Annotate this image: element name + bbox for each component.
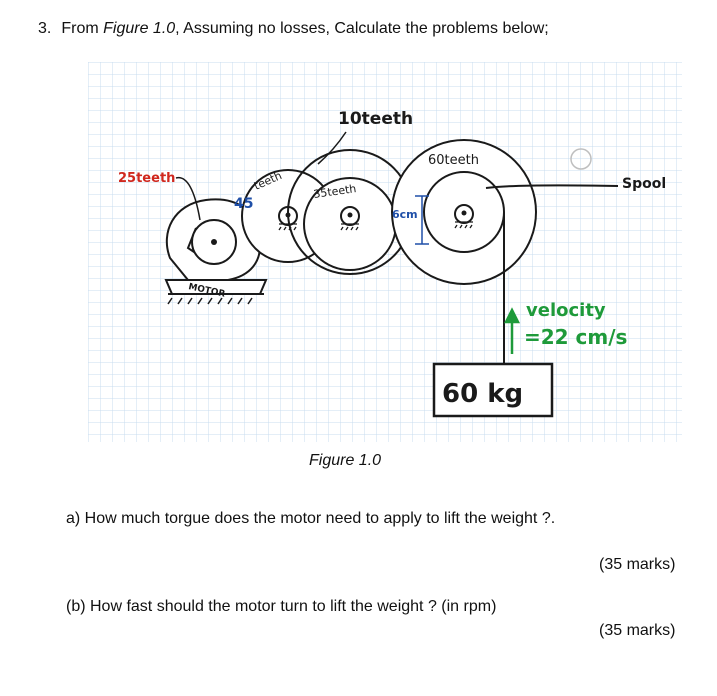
motor-label: MOTOR [187, 282, 226, 300]
gear-25-label: 25teeth [118, 171, 176, 186]
question-prefix: From [61, 20, 104, 37]
figure-reference: Figure 1.0 [103, 20, 176, 37]
gear-35-axle [348, 213, 353, 218]
velocity-label-line2: =22 cm/s [524, 325, 628, 349]
question-suffix: , Assuming no losses, Calculate the problems below; [175, 20, 549, 37]
radius-label: 6cm [392, 208, 418, 221]
gear-25-shaft [211, 239, 217, 245]
mass-label: 60 kg [442, 379, 524, 409]
part-a-marks: (35 marks) [599, 556, 676, 573]
figure-caption: Figure 1.0 [309, 452, 382, 469]
question-number: 3. [38, 20, 52, 37]
gear-60-label: 60teeth [428, 153, 479, 168]
question-part-a: a) How much torgue does the motor need to apply to lift the weight ?. [66, 510, 556, 527]
gear-10-label: 10teeth [338, 109, 414, 129]
gear-train-figure [88, 62, 682, 442]
gear-35-label: 35teeth [312, 182, 358, 201]
question-part-b: (b) How fast should the motor turn to lift the weight ? (in rpm) [66, 598, 497, 615]
spool-label: Spool [622, 176, 667, 192]
part-b-marks: (35 marks) [599, 622, 676, 639]
gear-45-unit-label: teeth [251, 169, 284, 193]
gear-45-label: 45 [234, 196, 254, 212]
question-title [38, 20, 549, 38]
velocity-label-line1: velocity [526, 300, 606, 321]
gear-60-axle [462, 211, 467, 216]
